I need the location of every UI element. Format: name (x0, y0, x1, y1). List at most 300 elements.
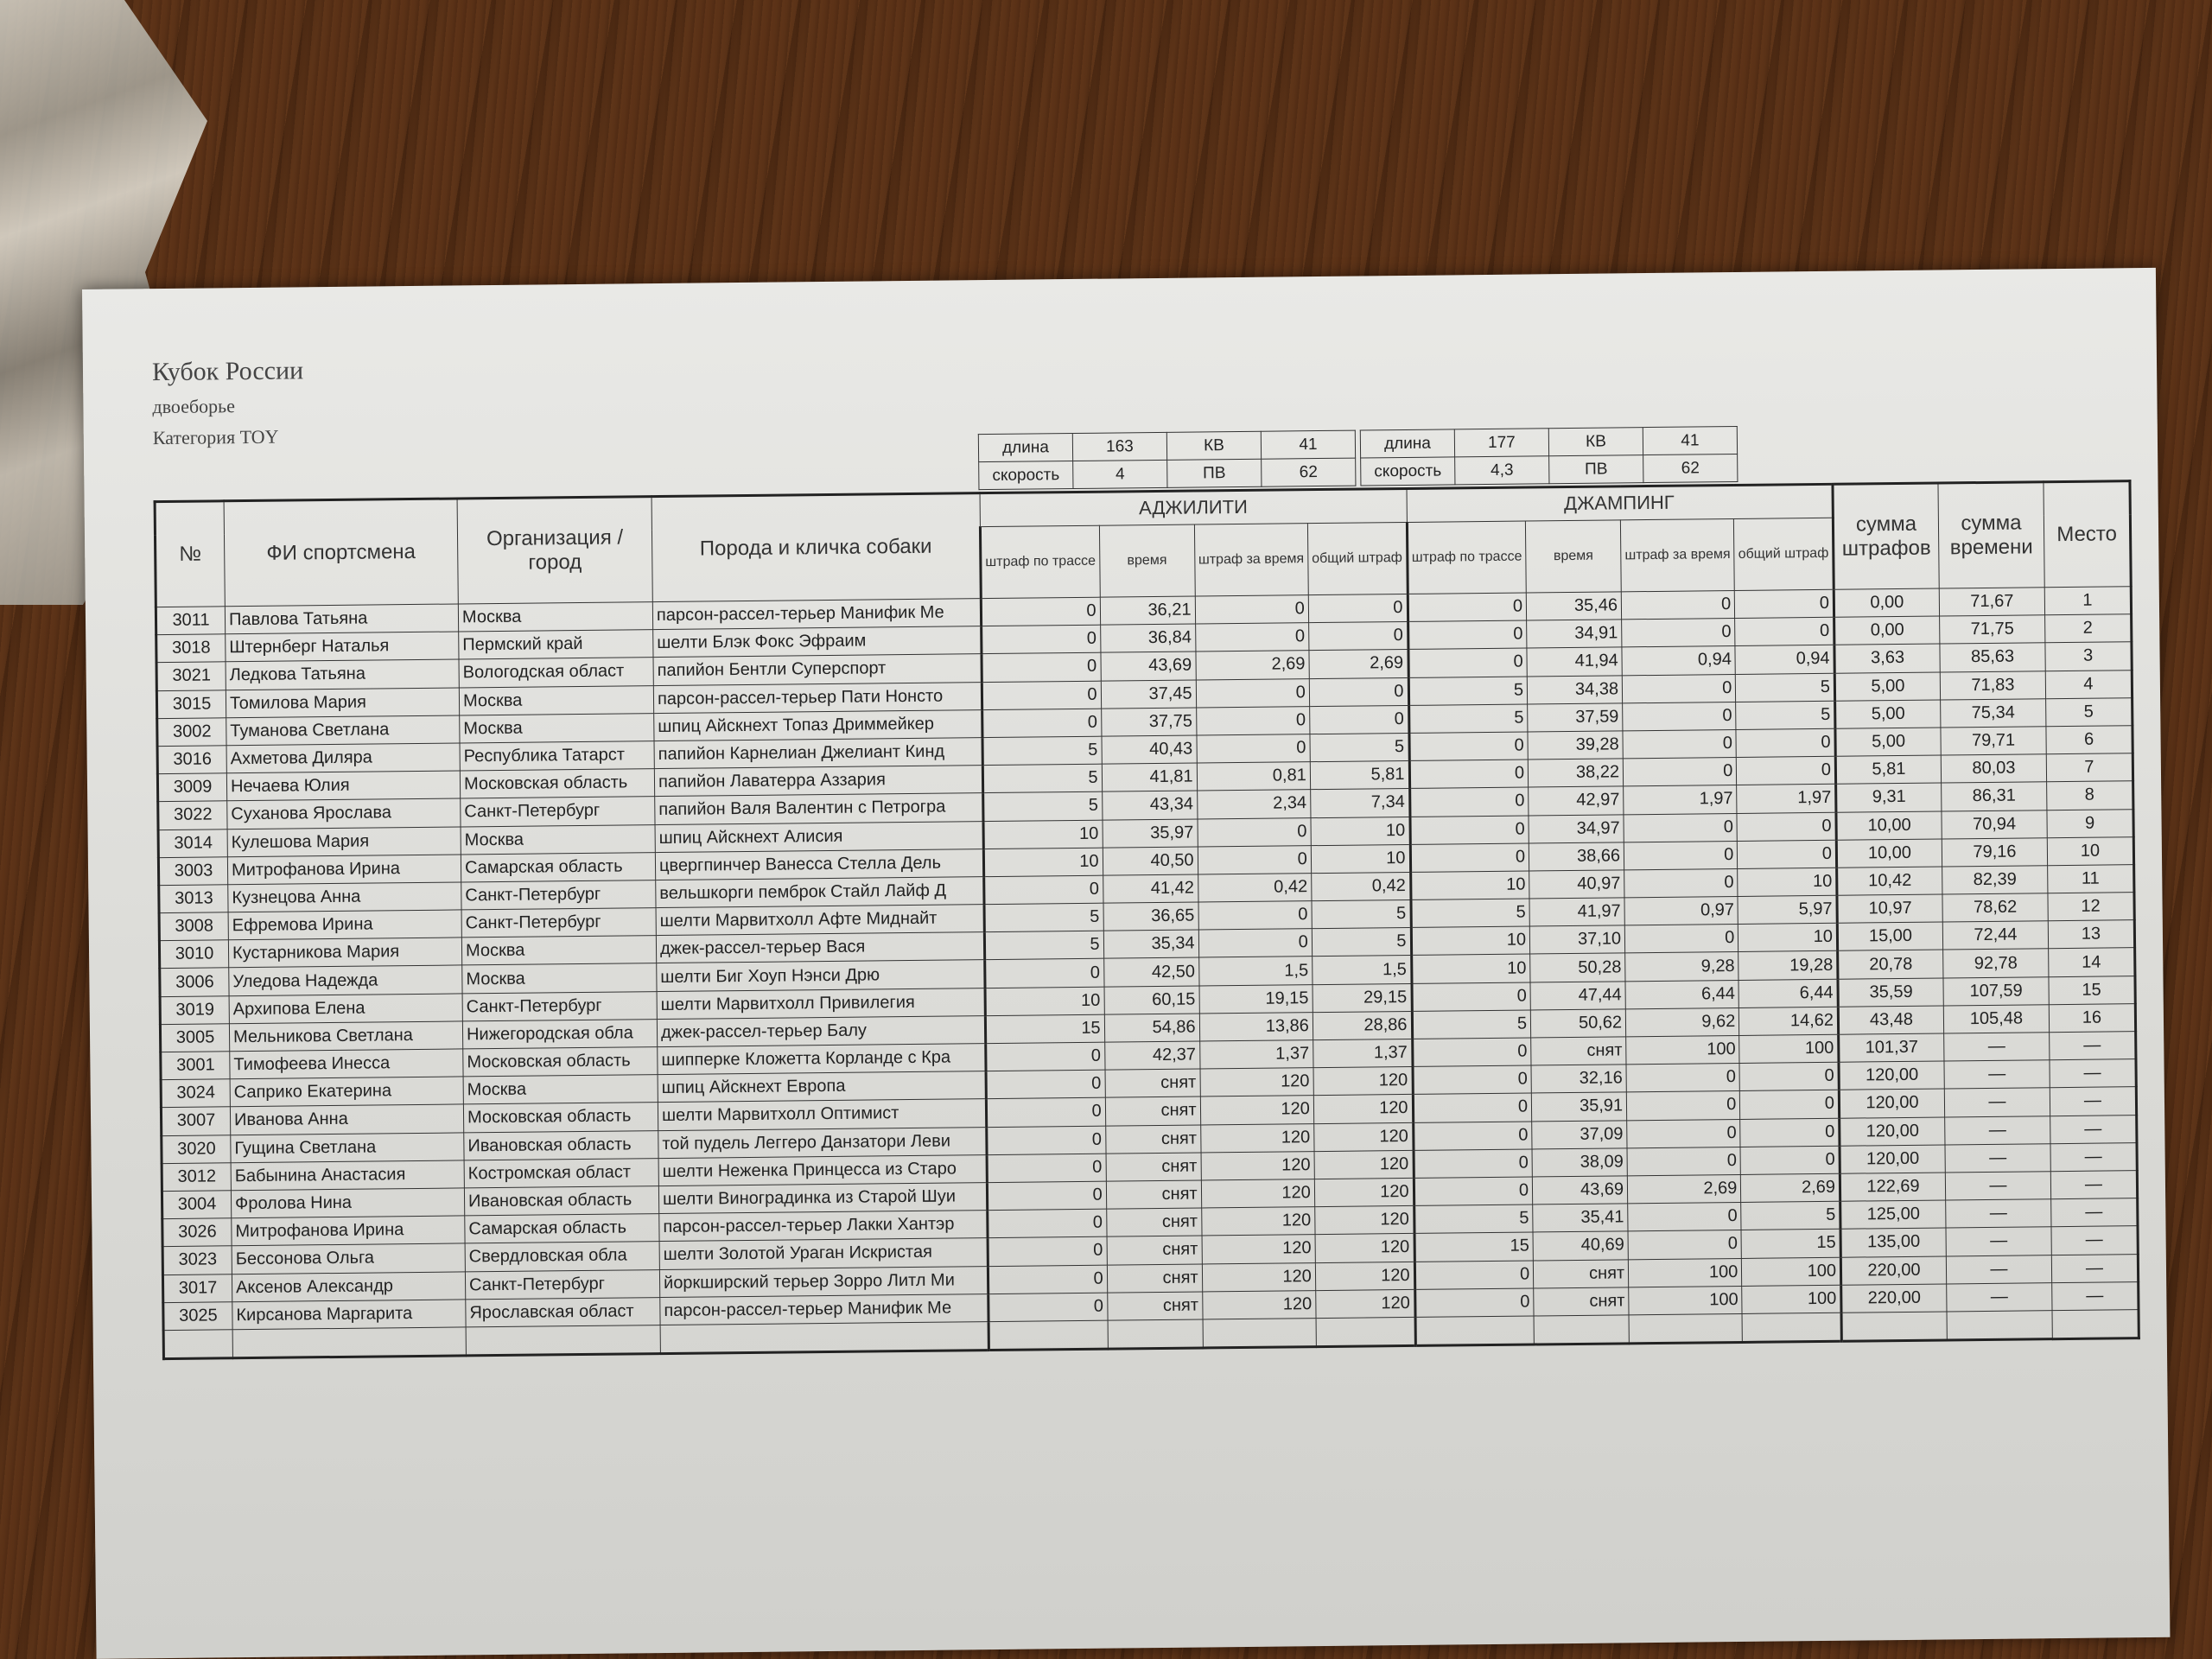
cell-place: — (2050, 1142, 2137, 1171)
cell-agility-time: снят (1106, 1153, 1201, 1181)
cell-agility-time-penalty: 0 (1195, 595, 1309, 625)
agility-pv: 62 (1262, 458, 1356, 486)
cell-dog: шелти Блэк Фокс Эфраим (653, 626, 982, 658)
cell-jumping-time: 34,38 (1527, 675, 1622, 703)
cell-number: 3019 (160, 995, 229, 1024)
cell-dog: цвергпинчер Ванесса Стелла Дель (655, 849, 983, 880)
cell-agility-course-penalty: 0 (988, 1236, 1107, 1266)
col-agility-course-penalty: штраф по трассе (980, 525, 1099, 598)
col-agility-time-penalty: штраф за время (1194, 524, 1308, 596)
cell-jumping-time-penalty: 0 (1621, 590, 1735, 620)
cell-agility-course-penalty: 0 (982, 625, 1101, 654)
col-jumping-total-penalty: общий штраф (1734, 518, 1834, 590)
cell-dog: йоркширский терьер Зорро Литл Ми (659, 1266, 988, 1297)
cell-organization: Московская область (460, 769, 654, 799)
cell-athlete: Томилова Мария (226, 688, 459, 718)
cell-sum-penalties: 220,00 (1841, 1284, 1947, 1313)
cell-organization: Ярославская област (466, 1297, 660, 1327)
cell-jumping-total-penalty: 0 (1735, 617, 1834, 645)
col-agility-time: время (1099, 524, 1195, 597)
cell-jumping-total-penalty: 100 (1742, 1285, 1841, 1313)
cell-organization: Самарская область (465, 1214, 659, 1244)
cell-athlete: Туманова Светлана (226, 715, 460, 746)
cell-place: 6 (2046, 726, 2133, 754)
empty-cell (1203, 1318, 1317, 1348)
cell-agility-time-penalty: 0 (1196, 678, 1310, 708)
cell-dog: той пудель Леггеро Данзатори Леви (658, 1127, 987, 1158)
cell-number: 3002 (157, 718, 226, 747)
cell-athlete: Ахметова Диляра (226, 743, 460, 773)
empty-cell (1742, 1313, 1841, 1342)
cell-jumping-total-penalty: 100 (1739, 1034, 1839, 1063)
cell-sum-penalties: 5,00 (1835, 728, 1941, 756)
cell-agility-course-penalty: 0 (984, 875, 1103, 905)
cell-jumping-time-penalty: 0 (1622, 674, 1736, 703)
cell-jumping-course-penalty: 0 (1409, 816, 1529, 845)
col-organization: Организация / город (457, 497, 652, 604)
cell-jumping-total-penalty: 1,97 (1737, 785, 1836, 813)
cell-jumping-course-penalty: 0 (1413, 1122, 1532, 1151)
cell-organization: Московская область (463, 1103, 658, 1133)
cell-sum-penalties: 0,00 (1834, 616, 1940, 645)
cell-jumping-course-penalty: 0 (1408, 732, 1528, 761)
sheet-header (152, 356, 304, 449)
col-number: № (155, 501, 225, 607)
cell-sum-time: 72,44 (1942, 921, 2048, 950)
cell-jumping-course-penalty: 15 (1414, 1232, 1534, 1262)
cell-number: 3009 (157, 773, 226, 802)
cell-dog: шелти Марвитхолл Оптимист (658, 1099, 986, 1130)
cell-dog: шелти Виноградинка из Старой Шуи (658, 1183, 987, 1214)
cell-sum-penalties: 120,00 (1840, 1117, 1945, 1146)
results-body (156, 587, 2139, 1359)
cell-agility-course-penalty: 0 (982, 681, 1101, 710)
cell-jumping-course-penalty: 5 (1414, 1205, 1533, 1234)
cell-organization: Пермский край (459, 630, 653, 660)
cell-sum-penalties: 125,00 (1840, 1200, 1946, 1229)
cell-jumping-total-penalty: 0 (1738, 840, 1837, 868)
cell-jumping-time: 41,97 (1529, 898, 1624, 926)
cell-jumping-total-penalty: 0 (1737, 756, 1836, 785)
cell-jumping-time: 37,10 (1529, 925, 1624, 954)
cell-jumping-total-penalty: 0 (1740, 1146, 1840, 1174)
cell-organization: Москва (459, 685, 653, 715)
cell-agility-time: снят (1107, 1292, 1202, 1320)
cell-sum-time: — (1945, 1143, 2050, 1172)
cell-agility-time-penalty: 120 (1200, 1068, 1314, 1097)
cell-agility-course-penalty: 0 (988, 1293, 1108, 1322)
cell-agility-course-penalty: 5 (982, 736, 1102, 766)
cell-sum-penalties: 43,48 (1838, 1006, 1943, 1034)
cell-jumping-time: 41,94 (1527, 647, 1622, 676)
cell-jumping-time-penalty: 9,62 (1625, 1007, 1739, 1037)
cell-jumping-time: 37,09 (1532, 1120, 1627, 1148)
cell-jumping-course-penalty: 0 (1409, 787, 1529, 817)
cell-jumping-total-penalty: 5 (1736, 701, 1835, 729)
empty-cell (466, 1325, 660, 1356)
cell-place: — (2051, 1226, 2138, 1255)
cell-jumping-course-penalty: 0 (1414, 1149, 1533, 1179)
cell-jumping-course-penalty: 0 (1413, 1093, 1532, 1122)
cell-agility-time-penalty: 120 (1202, 1262, 1316, 1292)
cell-agility-total-penalty: 5,81 (1310, 761, 1409, 790)
cell-athlete: Митрофанова Ирина (232, 1216, 465, 1246)
cell-jumping-course-penalty: 5 (1408, 677, 1528, 706)
cell-agility-course-penalty: 10 (983, 820, 1103, 849)
cell-agility-course-penalty: 0 (986, 1042, 1105, 1071)
cell-agility-course-penalty: 0 (987, 1181, 1106, 1211)
cell-agility-time-penalty: 0 (1198, 901, 1313, 931)
cell-number: 3008 (159, 912, 228, 941)
cell-jumping-time: 38,09 (1532, 1148, 1627, 1177)
cell-number: 3014 (158, 829, 227, 857)
cell-agility-time: 36,65 (1103, 902, 1198, 931)
cell-sum-penalties: 122,69 (1840, 1173, 1945, 1201)
cell-sum-penalties: 15,00 (1837, 922, 1942, 950)
cell-jumping-course-penalty: 5 (1412, 1010, 1531, 1039)
cell-agility-time-penalty: 120 (1202, 1290, 1316, 1319)
cell-jumping-time: 50,28 (1530, 953, 1625, 982)
cell-jumping-total-penalty: 0 (1736, 728, 1835, 757)
cell-agility-time: 43,34 (1102, 791, 1197, 819)
cell-place: — (2050, 1171, 2137, 1199)
cell-jumping-course-penalty: 0 (1414, 1288, 1534, 1318)
cell-number: 3023 (162, 1246, 232, 1274)
cell-place: — (2051, 1198, 2138, 1227)
cell-jumping-time: снят (1534, 1287, 1629, 1316)
cell-organization: Санкт-Петербург (461, 908, 656, 938)
cell-number: 3004 (162, 1191, 231, 1219)
cell-jumping-total-penalty: 19,28 (1738, 951, 1838, 980)
cell-jumping-time-penalty: 0 (1624, 841, 1738, 870)
cell-dog: шелти Золотой Ураган Искристая (659, 1238, 988, 1269)
cell-agility-total-penalty: 0 (1309, 677, 1408, 706)
cell-dog: шелти Биг Хоуп Нэнси Дрю (657, 960, 985, 991)
cell-sum-time: 82,39 (1942, 866, 2048, 894)
cell-place: — (2050, 1059, 2136, 1088)
empty-cell (1534, 1315, 1629, 1344)
cell-agility-time-penalty: 0,42 (1198, 874, 1312, 903)
jumping-pv: 62 (1643, 454, 1738, 482)
cell-jumping-course-penalty: 0 (1409, 760, 1529, 789)
cell-agility-total-penalty: 120 (1315, 1262, 1414, 1290)
cell-jumping-total-penalty: 0 (1735, 589, 1834, 618)
cell-agility-time: снят (1105, 1125, 1200, 1154)
cell-athlete: Гущина Светлана (231, 1132, 464, 1162)
cell-agility-time-penalty: 0 (1196, 706, 1310, 735)
cell-place: — (2051, 1254, 2138, 1282)
cell-jumping-time-penalty: 0 (1624, 813, 1738, 842)
cell-sum-penalties: 135,00 (1840, 1228, 1946, 1256)
empty-cell (232, 1327, 466, 1358)
cell-jumping-time: 35,46 (1526, 592, 1621, 620)
cell-agility-time-penalty: 0 (1198, 929, 1313, 958)
cell-sum-time: 71,75 (1940, 615, 2045, 644)
cell-number: 3015 (156, 690, 226, 718)
cell-dog: вельшкорги пемброк Стайл Лайф Д (656, 876, 984, 907)
cell-agility-time: снят (1106, 1180, 1201, 1209)
cell-athlete: Митрофанова Ирина (227, 855, 461, 885)
cell-jumping-time: снят (1533, 1259, 1628, 1287)
cell-jumping-time: 40,97 (1529, 870, 1624, 899)
cell-organization: Самарская область (461, 852, 655, 882)
cell-number: 3020 (162, 1135, 231, 1163)
cell-agility-total-penalty: 120 (1316, 1289, 1415, 1318)
cell-agility-time: снят (1105, 1069, 1200, 1097)
jumping-speed-label: скорость (1361, 457, 1455, 486)
cell-place: 15 (2049, 976, 2135, 1004)
cell-place: — (2050, 1115, 2137, 1143)
cell-athlete: Нечаева Юлия (226, 771, 460, 801)
cell-organization: Санкт-Петербург (461, 880, 656, 910)
cell-athlete: Мельникова Светлана (229, 1021, 462, 1052)
empty-cell (1841, 1312, 1947, 1341)
cell-athlete: Штернберг Наталья (226, 632, 459, 662)
cell-agility-total-penalty: 120 (1314, 1122, 1414, 1151)
jumping-pv-label: ПВ (1549, 455, 1643, 484)
cell-number: 3022 (158, 801, 227, 830)
cell-agility-course-penalty: 0 (982, 653, 1101, 683)
cell-sum-time: 107,59 (1943, 976, 2049, 1005)
cell-organization: Санкт-Петербург (462, 991, 657, 1021)
cell-jumping-time-penalty: 0,97 (1624, 897, 1738, 926)
cell-jumping-total-penalty: 14,62 (1739, 1007, 1839, 1035)
group-jumping: ДЖАМПИНГ (1406, 484, 1833, 522)
cell-jumping-course-penalty: 10 (1411, 926, 1530, 956)
agility-kv: 41 (1261, 430, 1355, 459)
col-jumping-time: время (1526, 520, 1622, 593)
cell-jumping-course-penalty: 0 (1410, 843, 1529, 873)
cell-agility-time-penalty: 120 (1201, 1179, 1315, 1209)
cell-agility-course-penalty: 15 (985, 1014, 1104, 1044)
col-athlete: ФИ спортсмена (224, 499, 458, 607)
cell-jumping-total-penalty: 6,44 (1738, 979, 1838, 1007)
cell-place: 14 (2049, 948, 2135, 976)
cell-number: 3024 (161, 1079, 230, 1108)
cell-sum-penalties: 120,00 (1839, 1089, 1944, 1117)
cell-jumping-time-penalty: 9,28 (1625, 952, 1739, 982)
cell-athlete: Бабынина Анастасия (231, 1160, 464, 1191)
cell-place: 12 (2048, 893, 2134, 921)
cell-jumping-total-penalty: 100 (1742, 1257, 1841, 1286)
cell-agility-time-penalty: 0 (1197, 734, 1311, 764)
category-label: Категория TOY (152, 425, 279, 449)
cell-organization: Москва (461, 824, 655, 855)
cell-place: 16 (2049, 1003, 2135, 1032)
cell-place: 9 (2047, 809, 2133, 837)
cell-agility-total-penalty: 5 (1310, 733, 1409, 761)
cell-sum-penalties: 35,59 (1838, 978, 1943, 1007)
cell-number: 3025 (163, 1301, 232, 1330)
cell-agility-course-penalty: 0 (988, 1209, 1107, 1238)
cell-agility-time: 41,42 (1103, 874, 1198, 903)
cell-agility-course-penalty: 5 (984, 931, 1103, 960)
cell-sum-penalties: 101,37 (1839, 1033, 1944, 1062)
cell-sum-penalties: 9,31 (1836, 783, 1942, 811)
cell-organization: Ивановская область (464, 1186, 658, 1217)
empty-cell (2052, 1310, 2139, 1339)
jumping-length-label: длина (1360, 429, 1454, 458)
cell-number: 3011 (156, 607, 225, 635)
cell-agility-time: снят (1107, 1236, 1202, 1264)
cell-agility-time-penalty: 120 (1201, 1207, 1315, 1236)
cell-sum-time: 92,78 (1943, 949, 2049, 977)
cell-agility-course-penalty: 0 (981, 597, 1100, 626)
cell-place: — (2050, 1087, 2136, 1116)
cell-number: 3017 (162, 1274, 232, 1302)
cell-number: 3005 (160, 1024, 229, 1052)
empty-cell (1316, 1317, 1415, 1346)
cell-agility-course-penalty: 5 (983, 791, 1103, 821)
cell-jumping-time-penalty: 1,97 (1624, 785, 1738, 815)
agility-length: 163 (1072, 432, 1166, 461)
cell-jumping-time-penalty: 0,94 (1622, 646, 1736, 676)
cell-agility-course-penalty: 0 (982, 709, 1102, 738)
cell-jumping-time-penalty: 2,69 (1627, 1174, 1741, 1204)
cell-athlete: Бессонова Ольга (232, 1243, 465, 1274)
cell-agility-time-penalty: 120 (1200, 1123, 1314, 1153)
cell-agility-total-penalty: 1,5 (1312, 956, 1411, 984)
cell-sum-penalties: 120,00 (1840, 1145, 1945, 1173)
cell-jumping-course-penalty: 10 (1410, 871, 1529, 900)
cell-jumping-total-penalty: 10 (1738, 868, 1837, 896)
cell-agility-total-penalty: 0 (1308, 594, 1408, 622)
cell-athlete: Ефремова Ирина (228, 910, 461, 940)
cell-jumping-time-penalty: 100 (1628, 1258, 1742, 1287)
cell-jumping-total-penalty: 15 (1741, 1230, 1840, 1258)
cell-place: 8 (2047, 781, 2133, 810)
cell-agility-total-penalty: 28,86 (1313, 1011, 1412, 1039)
cell-agility-time-penalty: 120 (1200, 1096, 1314, 1125)
cell-jumping-time-penalty: 0 (1622, 619, 1736, 648)
cell-jumping-course-penalty: 10 (1411, 954, 1530, 983)
cell-agility-time: снят (1107, 1263, 1202, 1292)
cell-agility-course-penalty: 0 (986, 1070, 1105, 1099)
cell-sum-time: 75,34 (1941, 698, 2046, 727)
cell-jumping-time: 37,59 (1528, 703, 1623, 732)
cell-organization: Костромская област (464, 1158, 658, 1188)
cell-agility-total-penalty: 5 (1312, 900, 1411, 929)
cell-agility-total-penalty: 120 (1313, 1095, 1413, 1123)
cell-sum-time: 78,62 (1942, 893, 2048, 922)
cell-jumping-time: 50,62 (1530, 1009, 1625, 1038)
cell-sum-time: — (1944, 1060, 2050, 1089)
cell-athlete: Кустарникова Мария (228, 938, 461, 968)
cell-dog: шипперке Кложетта Корланде с Кра (658, 1044, 986, 1075)
cell-jumping-time: 40,69 (1533, 1231, 1628, 1260)
cell-sum-penalties: 220,00 (1840, 1255, 1946, 1284)
cell-jumping-time-penalty: 100 (1629, 1286, 1743, 1315)
cell-jumping-time-penalty: 0 (1627, 1119, 1741, 1148)
cell-dog: шелти Марвитхолл Афте Миднайт (656, 905, 984, 936)
cell-jumping-total-penalty: 0 (1739, 1062, 1839, 1090)
cell-jumping-course-penalty: 0 (1408, 593, 1527, 622)
cell-agility-time: 36,84 (1100, 624, 1195, 652)
cell-jumping-course-penalty: 0 (1408, 648, 1527, 677)
cell-agility-time-penalty: 0 (1195, 623, 1309, 652)
col-jumping-course-penalty: штраф по трассе (1407, 521, 1526, 594)
cell-place: 3 (2045, 642, 2132, 671)
cell-jumping-time-penalty: 0 (1627, 1147, 1741, 1176)
cell-agility-time-penalty: 120 (1202, 1235, 1316, 1264)
cell-jumping-course-penalty: 0 (1408, 620, 1527, 650)
cell-organization: Ивановская область (464, 1130, 658, 1160)
cell-sum-penalties: 10,42 (1837, 867, 1942, 895)
cell-number: 3018 (156, 634, 226, 663)
col-agility-total-penalty: общий штраф (1307, 522, 1408, 594)
cell-place: 4 (2045, 670, 2132, 698)
cell-agility-time: 43,69 (1101, 652, 1196, 680)
cell-jumping-total-penalty: 10 (1738, 924, 1838, 952)
cell-agility-course-penalty: 0 (988, 1265, 1107, 1294)
cell-sum-time: 86,31 (1942, 782, 2047, 810)
agility-speed: 4 (1073, 460, 1167, 488)
cell-sum-penalties: 5,81 (1835, 755, 1941, 784)
cell-agility-time: 54,86 (1104, 1014, 1199, 1042)
cell-agility-course-penalty: 0 (985, 959, 1104, 988)
cell-agility-time-penalty: 0 (1198, 845, 1312, 874)
cell-jumping-time-penalty: 0 (1623, 702, 1737, 731)
cell-jumping-time-penalty: 0 (1624, 925, 1738, 954)
cell-agility-time: 36,21 (1100, 596, 1195, 625)
cell-sum-time: — (1945, 1116, 2050, 1144)
cell-athlete: Тимофеева Инесса (230, 1049, 463, 1079)
empty-cell (1108, 1319, 1203, 1349)
cell-agility-time: снят (1105, 1096, 1200, 1125)
cell-place: 1 (2044, 587, 2131, 615)
cell-organization: Москва (462, 963, 657, 994)
cell-athlete: Саприко Екатерина (230, 1077, 463, 1107)
cell-sum-penalties: 20,78 (1838, 950, 1943, 978)
cell-jumping-time: 38,66 (1529, 842, 1624, 871)
cell-jumping-course-penalty: 0 (1412, 1038, 1531, 1067)
cell-athlete: Иванова Анна (230, 1104, 463, 1135)
cell-sum-time: 70,94 (1942, 810, 2047, 838)
cell-organization: Московская область (463, 1047, 658, 1077)
empty-cell (1415, 1316, 1535, 1346)
cell-number: 3007 (161, 1107, 230, 1135)
cell-sum-penalties: 10,00 (1836, 810, 1942, 839)
jumping-kv-label: КВ (1548, 428, 1643, 456)
cell-agility-course-penalty: 0 (987, 1126, 1106, 1155)
cell-sum-time: — (1944, 1033, 2050, 1061)
cell-agility-total-penalty: 7,34 (1310, 789, 1409, 817)
cell-agility-total-penalty: 120 (1314, 1178, 1414, 1206)
cell-jumping-time-penalty: 0 (1624, 868, 1738, 898)
cell-jumping-total-penalty: 0 (1740, 1118, 1840, 1147)
cell-jumping-total-penalty: 5,97 (1738, 895, 1837, 924)
cell-jumping-time-penalty: 0 (1628, 1230, 1742, 1260)
cell-sum-time: 71,83 (1940, 671, 2045, 699)
cell-athlete: Уледова Надежда (229, 965, 462, 995)
agility-kv-label: КВ (1166, 431, 1261, 460)
cell-jumping-time: 43,69 (1532, 1176, 1627, 1205)
cell-jumping-course-penalty: 0 (1411, 982, 1530, 1012)
cell-sum-penalties: 3,63 (1834, 644, 1940, 672)
cell-dog: парсон-рассел-терьер Лакки Хантэр (659, 1211, 988, 1242)
cell-agility-total-penalty: 120 (1315, 1234, 1414, 1262)
cell-dog: джек-рассел-терьер Вася (656, 932, 984, 963)
cell-sum-time: — (1946, 1199, 2051, 1228)
col-sum-time: сумма времени (1938, 482, 2044, 588)
cell-place: 11 (2048, 865, 2134, 893)
cell-agility-course-penalty: 10 (985, 987, 1104, 1016)
cell-agility-total-penalty: 10 (1311, 844, 1410, 873)
cell-athlete: Павлова Татьяна (225, 604, 458, 634)
cell-organization: Свердловская обла (465, 1242, 659, 1272)
agility-course-params (978, 430, 1357, 491)
cell-agility-time: 35,34 (1103, 930, 1198, 958)
